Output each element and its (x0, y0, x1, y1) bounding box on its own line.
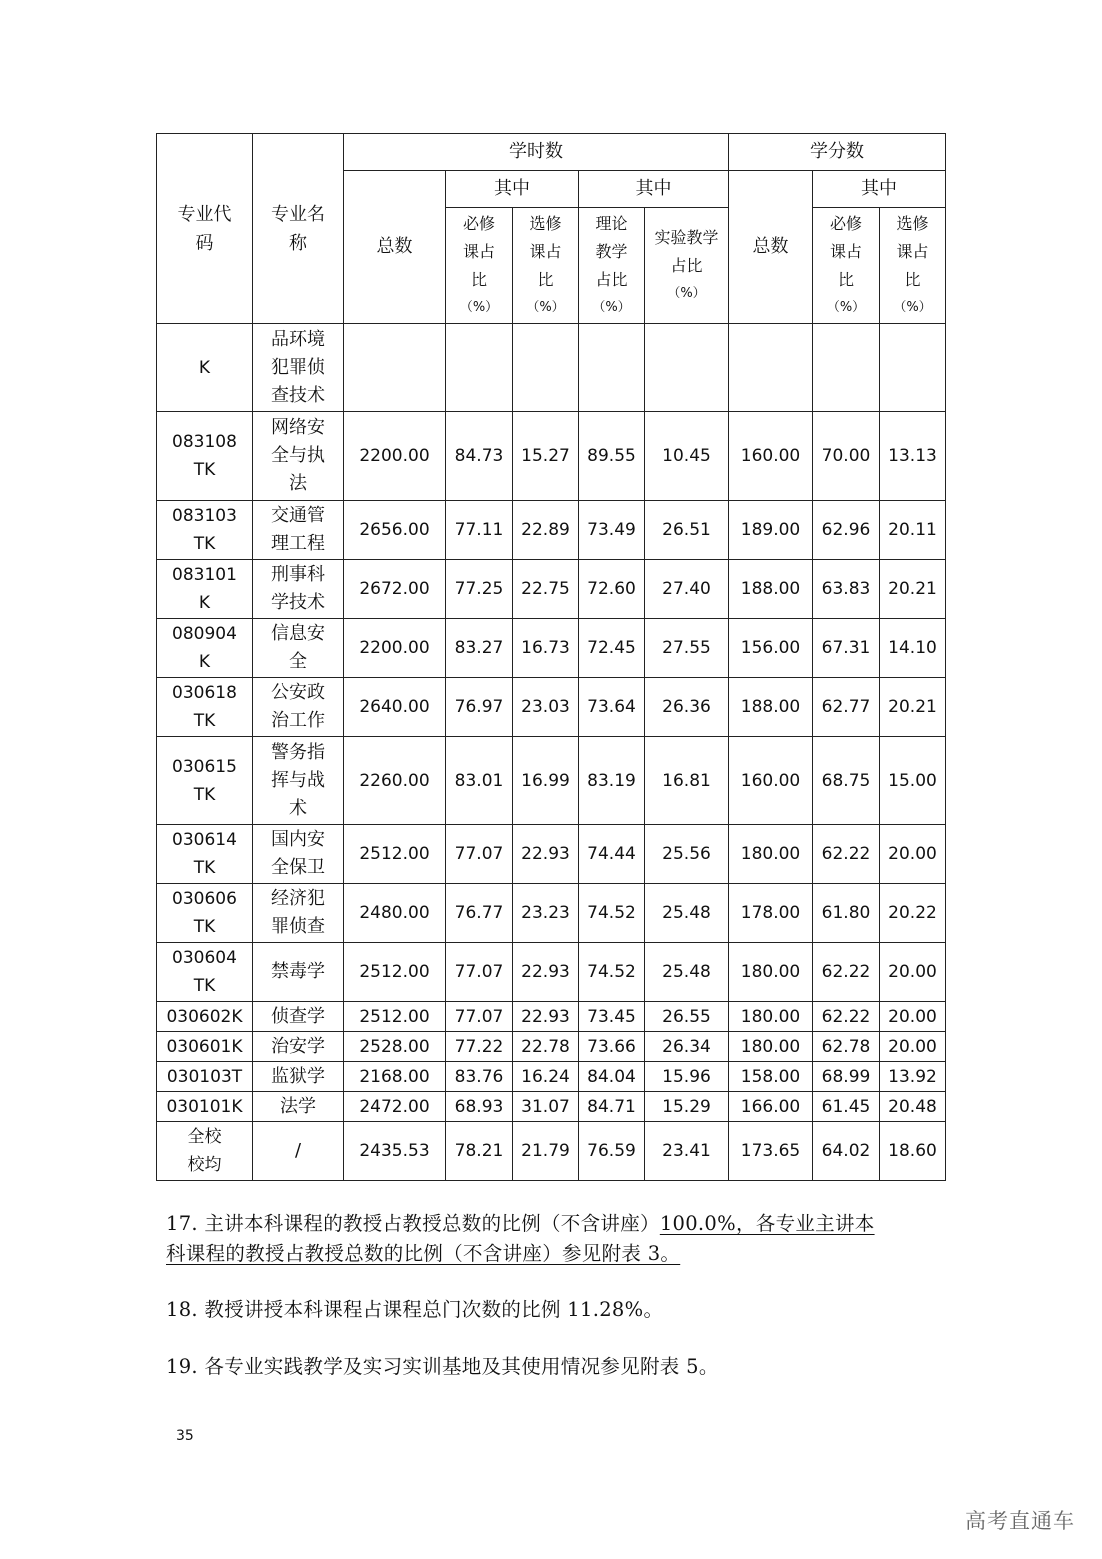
cell-h-lab: 15.96 (645, 1062, 729, 1092)
cell-code: 030606TK (157, 884, 253, 943)
cell-h-lab (645, 324, 729, 412)
table-row (157, 1002, 946, 1032)
cell-h-lab: 15.29 (645, 1092, 729, 1122)
header-credits-required: 必修课占比 （%） (813, 208, 880, 324)
cell-h-req: 83.01 (446, 737, 513, 825)
cell-code: 083108TK (157, 412, 253, 501)
cell-c-ele: 15.00 (880, 737, 946, 825)
cell-c-total: 178.00 (729, 884, 813, 943)
cell-h-theory: 72.45 (579, 619, 645, 678)
cell-c-total: 173.65 (729, 1122, 813, 1181)
cell-h-ele: 22.78 (513, 1032, 579, 1062)
cell-c-total (729, 324, 813, 412)
cell-h-total: 2260.00 (344, 737, 446, 825)
table-row (157, 884, 946, 943)
cell-h-req: 76.77 (446, 884, 513, 943)
cell-h-total: 2512.00 (344, 943, 446, 1002)
cell-h-req: 77.11 (446, 501, 513, 560)
cell-h-req: 68.93 (446, 1092, 513, 1122)
cell-c-req: 62.96 (813, 501, 880, 560)
cell-c-req: 62.22 (813, 943, 880, 1002)
cell-h-total: 2512.00 (344, 825, 446, 884)
cell-code: 030601K (157, 1032, 253, 1062)
cell-name: 公安政治工作 (253, 678, 344, 737)
table-row (157, 1092, 946, 1122)
table-row (157, 678, 946, 737)
cell-c-ele: 13.13 (880, 412, 946, 501)
header-credits: 学分数 (729, 134, 946, 171)
cell-name: 禁毒学 (253, 943, 344, 1002)
cell-c-total: 180.00 (729, 943, 813, 1002)
cell-h-lab: 25.48 (645, 943, 729, 1002)
header-credits-elective: 选修课占比 （%） (880, 208, 946, 324)
cell-h-theory: 74.52 (579, 884, 645, 943)
cell-h-req: 76.97 (446, 678, 513, 737)
cell-name: 侦查学 (253, 1002, 344, 1032)
cell-c-total: 158.00 (729, 1062, 813, 1092)
cell-code: 030101K (157, 1092, 253, 1122)
header-credits-total: 总数 (729, 171, 813, 324)
header-hours: 学时数 (344, 134, 729, 171)
cell-c-ele: 18.60 (880, 1122, 946, 1181)
cell-name: / (253, 1122, 344, 1181)
cell-c-req: 61.45 (813, 1092, 880, 1122)
cell-h-theory: 73.64 (579, 678, 645, 737)
cell-code: 083101K (157, 560, 253, 619)
cell-c-total: 188.00 (729, 678, 813, 737)
table-row (157, 825, 946, 884)
cell-h-total: 2640.00 (344, 678, 446, 737)
cell-h-req: 83.27 (446, 619, 513, 678)
cell-h-theory: 73.66 (579, 1032, 645, 1062)
cell-h-theory: 84.71 (579, 1092, 645, 1122)
cell-h-theory: 73.49 (579, 501, 645, 560)
table-row (157, 560, 946, 619)
cell-c-total: 188.00 (729, 560, 813, 619)
cell-h-ele: 15.27 (513, 412, 579, 501)
cell-name: 品环境犯罪侦查技术 (253, 324, 344, 412)
cell-c-req: 62.78 (813, 1032, 880, 1062)
table-row (157, 619, 946, 678)
cell-code: 030618TK (157, 678, 253, 737)
header-theory: 理论教学占比 （%） (579, 208, 645, 324)
cell-c-ele: 20.21 (880, 678, 946, 737)
cell-c-req: 68.99 (813, 1062, 880, 1092)
cell-h-lab: 10.45 (645, 412, 729, 501)
header-credits-among: 其中 (813, 171, 946, 208)
cell-h-lab: 16.81 (645, 737, 729, 825)
cell-c-ele: 20.21 (880, 560, 946, 619)
cell-h-ele: 23.03 (513, 678, 579, 737)
table-row (157, 324, 946, 412)
cell-code: 030614TK (157, 825, 253, 884)
cell-h-lab: 27.55 (645, 619, 729, 678)
cell-name: 法学 (253, 1092, 344, 1122)
cell-h-theory: 73.45 (579, 1002, 645, 1032)
cell-c-req: 62.22 (813, 825, 880, 884)
cell-name: 刑事科学技术 (253, 560, 344, 619)
cell-h-total: 2672.00 (344, 560, 446, 619)
header-hours-among-2: 其中 (579, 171, 729, 208)
table-row (157, 943, 946, 1002)
cell-c-ele: 13.92 (880, 1062, 946, 1092)
cell-h-theory: 74.52 (579, 943, 645, 1002)
table-row (157, 1122, 946, 1181)
cell-h-total: 2656.00 (344, 501, 446, 560)
cell-c-total: 166.00 (729, 1092, 813, 1122)
cell-c-total: 160.00 (729, 737, 813, 825)
cell-h-ele: 22.93 (513, 825, 579, 884)
cell-name: 信息安全 (253, 619, 344, 678)
cell-code: 083103TK (157, 501, 253, 560)
cell-c-total: 180.00 (729, 825, 813, 884)
cell-c-ele (880, 324, 946, 412)
cell-h-lab: 25.48 (645, 884, 729, 943)
cell-c-ele: 20.00 (880, 825, 946, 884)
cell-h-total: 2200.00 (344, 412, 446, 501)
cell-h-total: 2435.53 (344, 1122, 446, 1181)
cell-c-ele: 20.00 (880, 1032, 946, 1062)
cell-h-lab: 26.51 (645, 501, 729, 560)
cell-h-req: 77.07 (446, 943, 513, 1002)
cell-h-ele: 22.93 (513, 1002, 579, 1032)
cell-h-total: 2200.00 (344, 619, 446, 678)
cell-h-req: 83.76 (446, 1062, 513, 1092)
paragraph-17-line-2: 科课程的教授占教授总数的比例（不含讲座）参见附表 3。 (166, 1242, 681, 1265)
paragraph-17-line-1: 17. 主讲本科课程的教授占教授总数的比例（不含讲座）100.0%，各专业主讲本 (166, 1212, 875, 1235)
cell-h-req: 77.07 (446, 1002, 513, 1032)
cell-code: K (157, 324, 253, 412)
cell-h-lab: 23.41 (645, 1122, 729, 1181)
cell-code: 030103T (157, 1062, 253, 1092)
cell-h-theory: 83.19 (579, 737, 645, 825)
cell-h-total: 2528.00 (344, 1032, 446, 1062)
cell-c-total: 156.00 (729, 619, 813, 678)
cell-c-req: 61.80 (813, 884, 880, 943)
cell-h-ele (513, 324, 579, 412)
cell-h-total: 2480.00 (344, 884, 446, 943)
cell-h-total (344, 324, 446, 412)
cell-h-ele: 16.24 (513, 1062, 579, 1092)
cell-h-ele: 21.79 (513, 1122, 579, 1181)
cell-h-total: 2168.00 (344, 1062, 446, 1092)
cell-h-req: 77.07 (446, 825, 513, 884)
cell-name: 交通管理工程 (253, 501, 344, 560)
cell-h-req: 78.21 (446, 1122, 513, 1181)
cell-c-ele: 20.48 (880, 1092, 946, 1122)
cell-h-req: 84.73 (446, 412, 513, 501)
cell-c-ele: 14.10 (880, 619, 946, 678)
cell-name: 网络安全与执法 (253, 412, 344, 501)
table-body (157, 324, 946, 1181)
table-row (157, 1062, 946, 1092)
cell-name: 经济犯罪侦查 (253, 884, 344, 943)
cell-c-req: 63.83 (813, 560, 880, 619)
header-lab: 实验教学占比 （%） (645, 208, 729, 324)
cell-c-ele: 20.00 (880, 1002, 946, 1032)
cell-h-theory (579, 324, 645, 412)
table-row (157, 1032, 946, 1062)
cell-c-total: 180.00 (729, 1002, 813, 1032)
cell-name: 治安学 (253, 1032, 344, 1062)
cell-name: 国内安全保卫 (253, 825, 344, 884)
cell-h-lab: 25.56 (645, 825, 729, 884)
header-code: 专业代码 (157, 134, 253, 324)
header-name: 专业名称 (253, 134, 344, 324)
cell-h-ele: 16.99 (513, 737, 579, 825)
cell-c-req: 68.75 (813, 737, 880, 825)
cell-c-req: 62.77 (813, 678, 880, 737)
table-row (157, 737, 946, 825)
cell-h-lab: 26.55 (645, 1002, 729, 1032)
cell-name: 警务指挥与战术 (253, 737, 344, 825)
header-hours-required: 必修课占比 （%） (446, 208, 513, 324)
cell-code: 全校校均 (157, 1122, 253, 1181)
cell-h-ele: 16.73 (513, 619, 579, 678)
page-number: 35 (176, 1428, 194, 1444)
cell-c-ele: 20.11 (880, 501, 946, 560)
cell-c-req: 62.22 (813, 1002, 880, 1032)
cell-h-lab: 26.36 (645, 678, 729, 737)
table-row (157, 501, 946, 560)
cell-h-total: 2472.00 (344, 1092, 446, 1122)
cell-c-total: 189.00 (729, 501, 813, 560)
cell-h-ele: 22.93 (513, 943, 579, 1002)
cell-h-ele: 22.75 (513, 560, 579, 619)
header-hours-among-1: 其中 (446, 171, 579, 208)
cell-h-total: 2512.00 (344, 1002, 446, 1032)
cell-c-req: 67.31 (813, 619, 880, 678)
watermark: 高考直通车 (965, 1509, 1075, 1533)
header-hours-total: 总数 (344, 171, 446, 324)
cell-h-theory: 72.60 (579, 560, 645, 619)
cell-h-theory: 76.59 (579, 1122, 645, 1181)
cell-c-total: 180.00 (729, 1032, 813, 1062)
cell-c-ele: 20.00 (880, 943, 946, 1002)
cell-code: 030604TK (157, 943, 253, 1002)
cell-h-ele: 31.07 (513, 1092, 579, 1122)
cell-c-req (813, 324, 880, 412)
paragraph-18: 18. 教授讲授本科课程占课程总门次数的比例 11.28%。 (166, 1298, 664, 1321)
cell-h-lab: 27.40 (645, 560, 729, 619)
cell-code: 080904K (157, 619, 253, 678)
data-table (156, 133, 946, 1181)
paragraph-19: 19. 各专业实践教学及实习实训基地及其使用情况参见附表 5。 (166, 1355, 719, 1378)
header-hours-elective: 选修课占比 （%） (513, 208, 579, 324)
cell-h-req: 77.25 (446, 560, 513, 619)
cell-h-theory: 74.44 (579, 825, 645, 884)
cell-c-req: 64.02 (813, 1122, 880, 1181)
cell-code: 030615TK (157, 737, 253, 825)
table-row (157, 412, 946, 501)
cell-h-ele: 22.89 (513, 501, 579, 560)
cell-h-req (446, 324, 513, 412)
cell-h-theory: 89.55 (579, 412, 645, 501)
cell-code: 030602K (157, 1002, 253, 1032)
cell-name: 监狱学 (253, 1062, 344, 1092)
cell-c-req: 70.00 (813, 412, 880, 501)
cell-c-ele: 20.22 (880, 884, 946, 943)
cell-h-lab: 26.34 (645, 1032, 729, 1062)
cell-c-total: 160.00 (729, 412, 813, 501)
cell-h-theory: 84.04 (579, 1062, 645, 1092)
cell-h-req: 77.22 (446, 1032, 513, 1062)
cell-h-ele: 23.23 (513, 884, 579, 943)
